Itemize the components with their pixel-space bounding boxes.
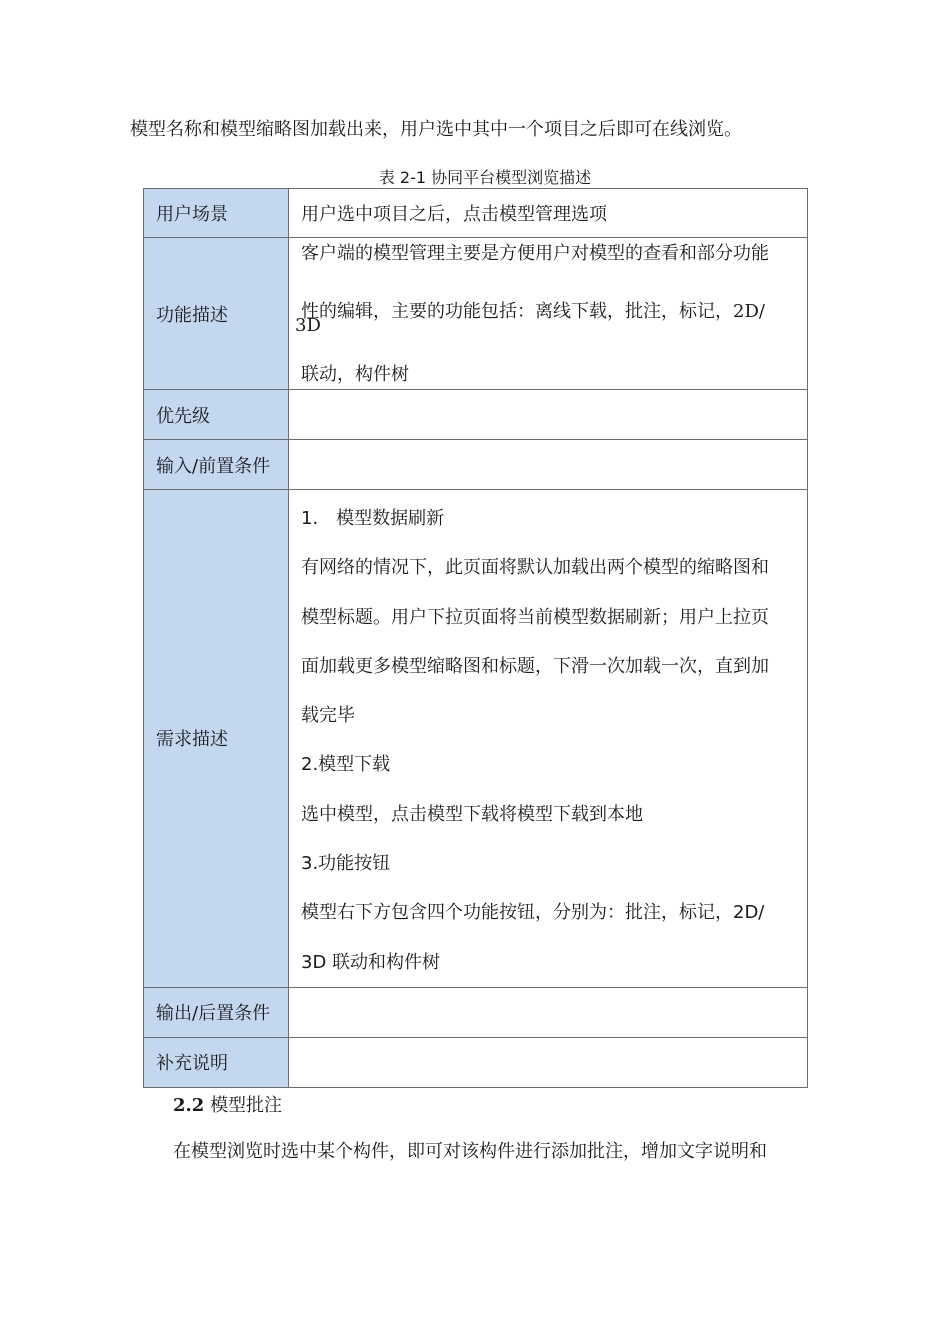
row-label-scene: 用户场景 [144, 189, 289, 238]
requirement-line: 2.模型下载 [301, 754, 391, 776]
row-value-output [289, 987, 808, 1037]
requirement-line: 3.功能按钮 [301, 853, 391, 875]
section-heading [173, 1093, 282, 1119]
row-label-output: 输出/后置条件 [144, 987, 289, 1037]
function-line [295, 297, 801, 326]
row-value-function [289, 238, 808, 390]
section-title: 模型批注 [210, 1095, 283, 1116]
row-value-requirement [289, 490, 808, 988]
function-line-tail: 2D/ [733, 301, 765, 322]
table-row [144, 490, 808, 988]
requirement-line: 面加载更多模型缩略图和标题，下滑一次加载一次，直到加 [301, 655, 769, 677]
row-value-scene: 用户选中项目之后，点击模型管理选项 [289, 189, 808, 238]
row-label-input: 输入/前置条件 [144, 440, 289, 490]
requirement-line: 模型右下方包含四个功能按钮，分别为：批注，标记，2D/ [301, 902, 765, 924]
requirement-line: 选中模型，点击模型下载将模型下载到本地 [301, 803, 643, 825]
requirement-line: 1. 模型数据刷新 [301, 508, 445, 529]
section-paragraph: 在模型浏览时选中某个构件，即可对该构件进行添加批注，增加文字说明和 [173, 1141, 767, 1162]
row-label-priority: 优先级 [144, 390, 289, 440]
table-row [144, 987, 808, 1037]
requirement-line: 载完毕 [301, 705, 355, 727]
intro-paragraph: 模型名称和模型缩略图加载出来，用户选中其中一个项目之后即可在线浏览。 [130, 119, 742, 140]
row-value-priority [289, 390, 808, 440]
requirement-table [143, 188, 808, 1088]
row-value-supplement [289, 1037, 808, 1087]
table-row [144, 390, 808, 440]
table-row [144, 1037, 808, 1087]
requirement-line: 模型标题。用户下拉页面将当前模型数据刷新；用户上拉页 [301, 606, 769, 628]
table-row [144, 189, 808, 238]
requirement-line: 3D 联动和构件树 [301, 951, 441, 973]
function-line-text: 性的编辑，主要的功能包括：离线下载，批注，标记， [301, 301, 733, 322]
table-row [144, 440, 808, 490]
requirement-line: 有网络的情况下，此页面将默认加载出两个模型的缩略图和 [301, 557, 769, 579]
table-caption: 表 2-1 协同平台模型浏览描述 [378, 168, 592, 187]
function-line: 客户端的模型管理主要是方便用户对模型的查看和部分功能 [301, 243, 769, 264]
row-label-supplement: 补充说明 [144, 1037, 289, 1087]
function-line: 3D [295, 315, 321, 336]
row-label-function: 功能描述 [144, 238, 289, 390]
row-label-requirement: 需求描述 [144, 490, 289, 988]
row-value-input [289, 440, 808, 490]
function-line: 联动，构件树 [301, 364, 409, 385]
section-number: 2.2 [173, 1095, 205, 1116]
table-row [144, 238, 808, 390]
